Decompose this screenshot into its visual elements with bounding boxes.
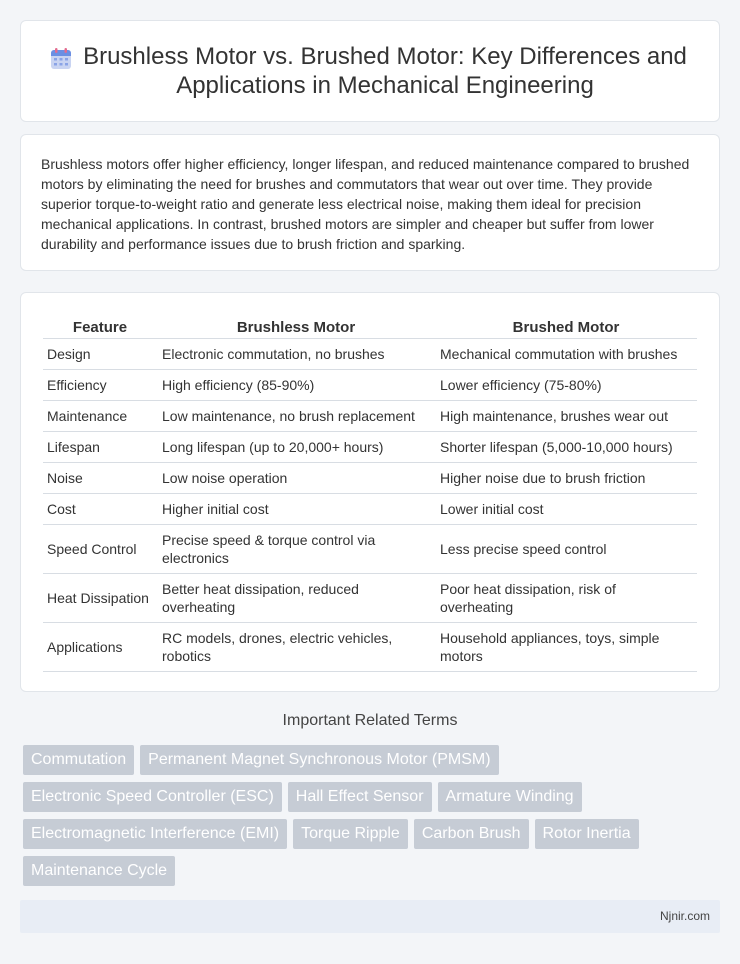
table-row (43, 524, 697, 573)
table-row (43, 493, 697, 524)
header-brushless: Brushless Motor (157, 315, 435, 338)
feature-cell: Applications (43, 622, 157, 671)
feature-cell: Noise (43, 462, 157, 493)
term-tag[interactable]: Electromagnetic Interference (EMI) (23, 819, 287, 849)
table-row (43, 622, 697, 671)
brushless-cell: Electronic commutation, no brushes (157, 338, 435, 369)
term-tag[interactable]: Torque Ripple (293, 819, 408, 849)
brushed-cell: Household appliances, toys, simple motors (435, 622, 697, 671)
brushed-cell: Mechanical commutation with brushes (435, 338, 697, 369)
term-tag[interactable]: Permanent Magnet Synchronous Motor (PMSM) (140, 745, 498, 775)
footer-site-link[interactable]: Njnir.com (659, 909, 710, 923)
brushless-cell: Low noise operation (157, 462, 435, 493)
brushed-cell: Less precise speed control (435, 524, 697, 573)
brushed-cell: Shorter lifespan (5,000-10,000 hours) (435, 431, 697, 462)
brushed-cell: High maintenance, brushes wear out (435, 400, 697, 431)
brushless-cell: Low maintenance, no brush replacement (157, 400, 435, 431)
feature-cell: Speed Control (43, 524, 157, 573)
title-card (20, 20, 720, 122)
comparison-card (20, 292, 720, 692)
brushless-cell: Long lifespan (up to 20,000+ hours) (157, 431, 435, 462)
header-feature: Feature (43, 315, 157, 338)
table-row (43, 338, 697, 369)
brushless-cell: Precise speed & torque control via electronics (157, 524, 435, 573)
feature-cell: Lifespan (43, 431, 157, 462)
related-terms-list (23, 745, 723, 886)
brushless-cell: RC models, drones, electric vehicles, robotics (157, 622, 435, 671)
term-tag[interactable]: Rotor Inertia (535, 819, 639, 849)
term-tag[interactable]: Armature Winding (438, 782, 582, 812)
intro-card (20, 134, 720, 271)
feature-cell: Cost (43, 493, 157, 524)
feature-cell: Efficiency (43, 369, 157, 400)
brushed-cell: Lower efficiency (75-80%) (435, 369, 697, 400)
term-tag[interactable]: Electronic Speed Controller (ESC) (23, 782, 282, 812)
brushless-cell: High efficiency (85-90%) (157, 369, 435, 400)
brushless-cell: Better heat dissipation, reduced overheating (157, 573, 435, 622)
footer (20, 900, 720, 933)
table-row (43, 431, 697, 462)
brushed-cell: Higher noise due to brush friction (435, 462, 697, 493)
intro-paragraph: Brushless motors offer higher efficiency, longer lifespan, and reduced maintenance compared to brushed motors by eliminating the need for brushes and commutators that wear out over time. They provide superior torque-to-weight ratio and generate less electrical noise, making them ideal for precision mechanical applications. In contrast, brushed motors are simpler and cheaper but suffer from lower durability and performance issues due to brush friction and sparking. (41, 156, 690, 252)
term-tag[interactable]: Maintenance Cycle (23, 856, 175, 886)
table-header-row (43, 315, 697, 338)
table-row (43, 462, 697, 493)
table-row (43, 369, 697, 400)
page-title: Brushless Motor vs. Brushed Motor: Key Differences and Applications in Mechanical Engineering (83, 43, 687, 99)
table-row (43, 400, 697, 431)
related-terms-heading: Important Related Terms (282, 712, 458, 729)
feature-cell: Maintenance (43, 400, 157, 431)
header-brushed: Brushed Motor (435, 315, 697, 338)
term-tag[interactable]: Hall Effect Sensor (288, 782, 432, 812)
brushless-cell: Higher initial cost (157, 493, 435, 524)
term-tag[interactable]: Commutation (23, 745, 134, 775)
brushed-cell: Poor heat dissipation, risk of overheating (435, 573, 697, 622)
brushed-cell: Lower initial cost (435, 493, 697, 524)
term-tag[interactable]: Carbon Brush (414, 819, 529, 849)
feature-cell: Heat Dissipation (43, 573, 157, 622)
table-row (43, 573, 697, 622)
feature-cell: Design (43, 338, 157, 369)
comparison-table (43, 315, 697, 672)
